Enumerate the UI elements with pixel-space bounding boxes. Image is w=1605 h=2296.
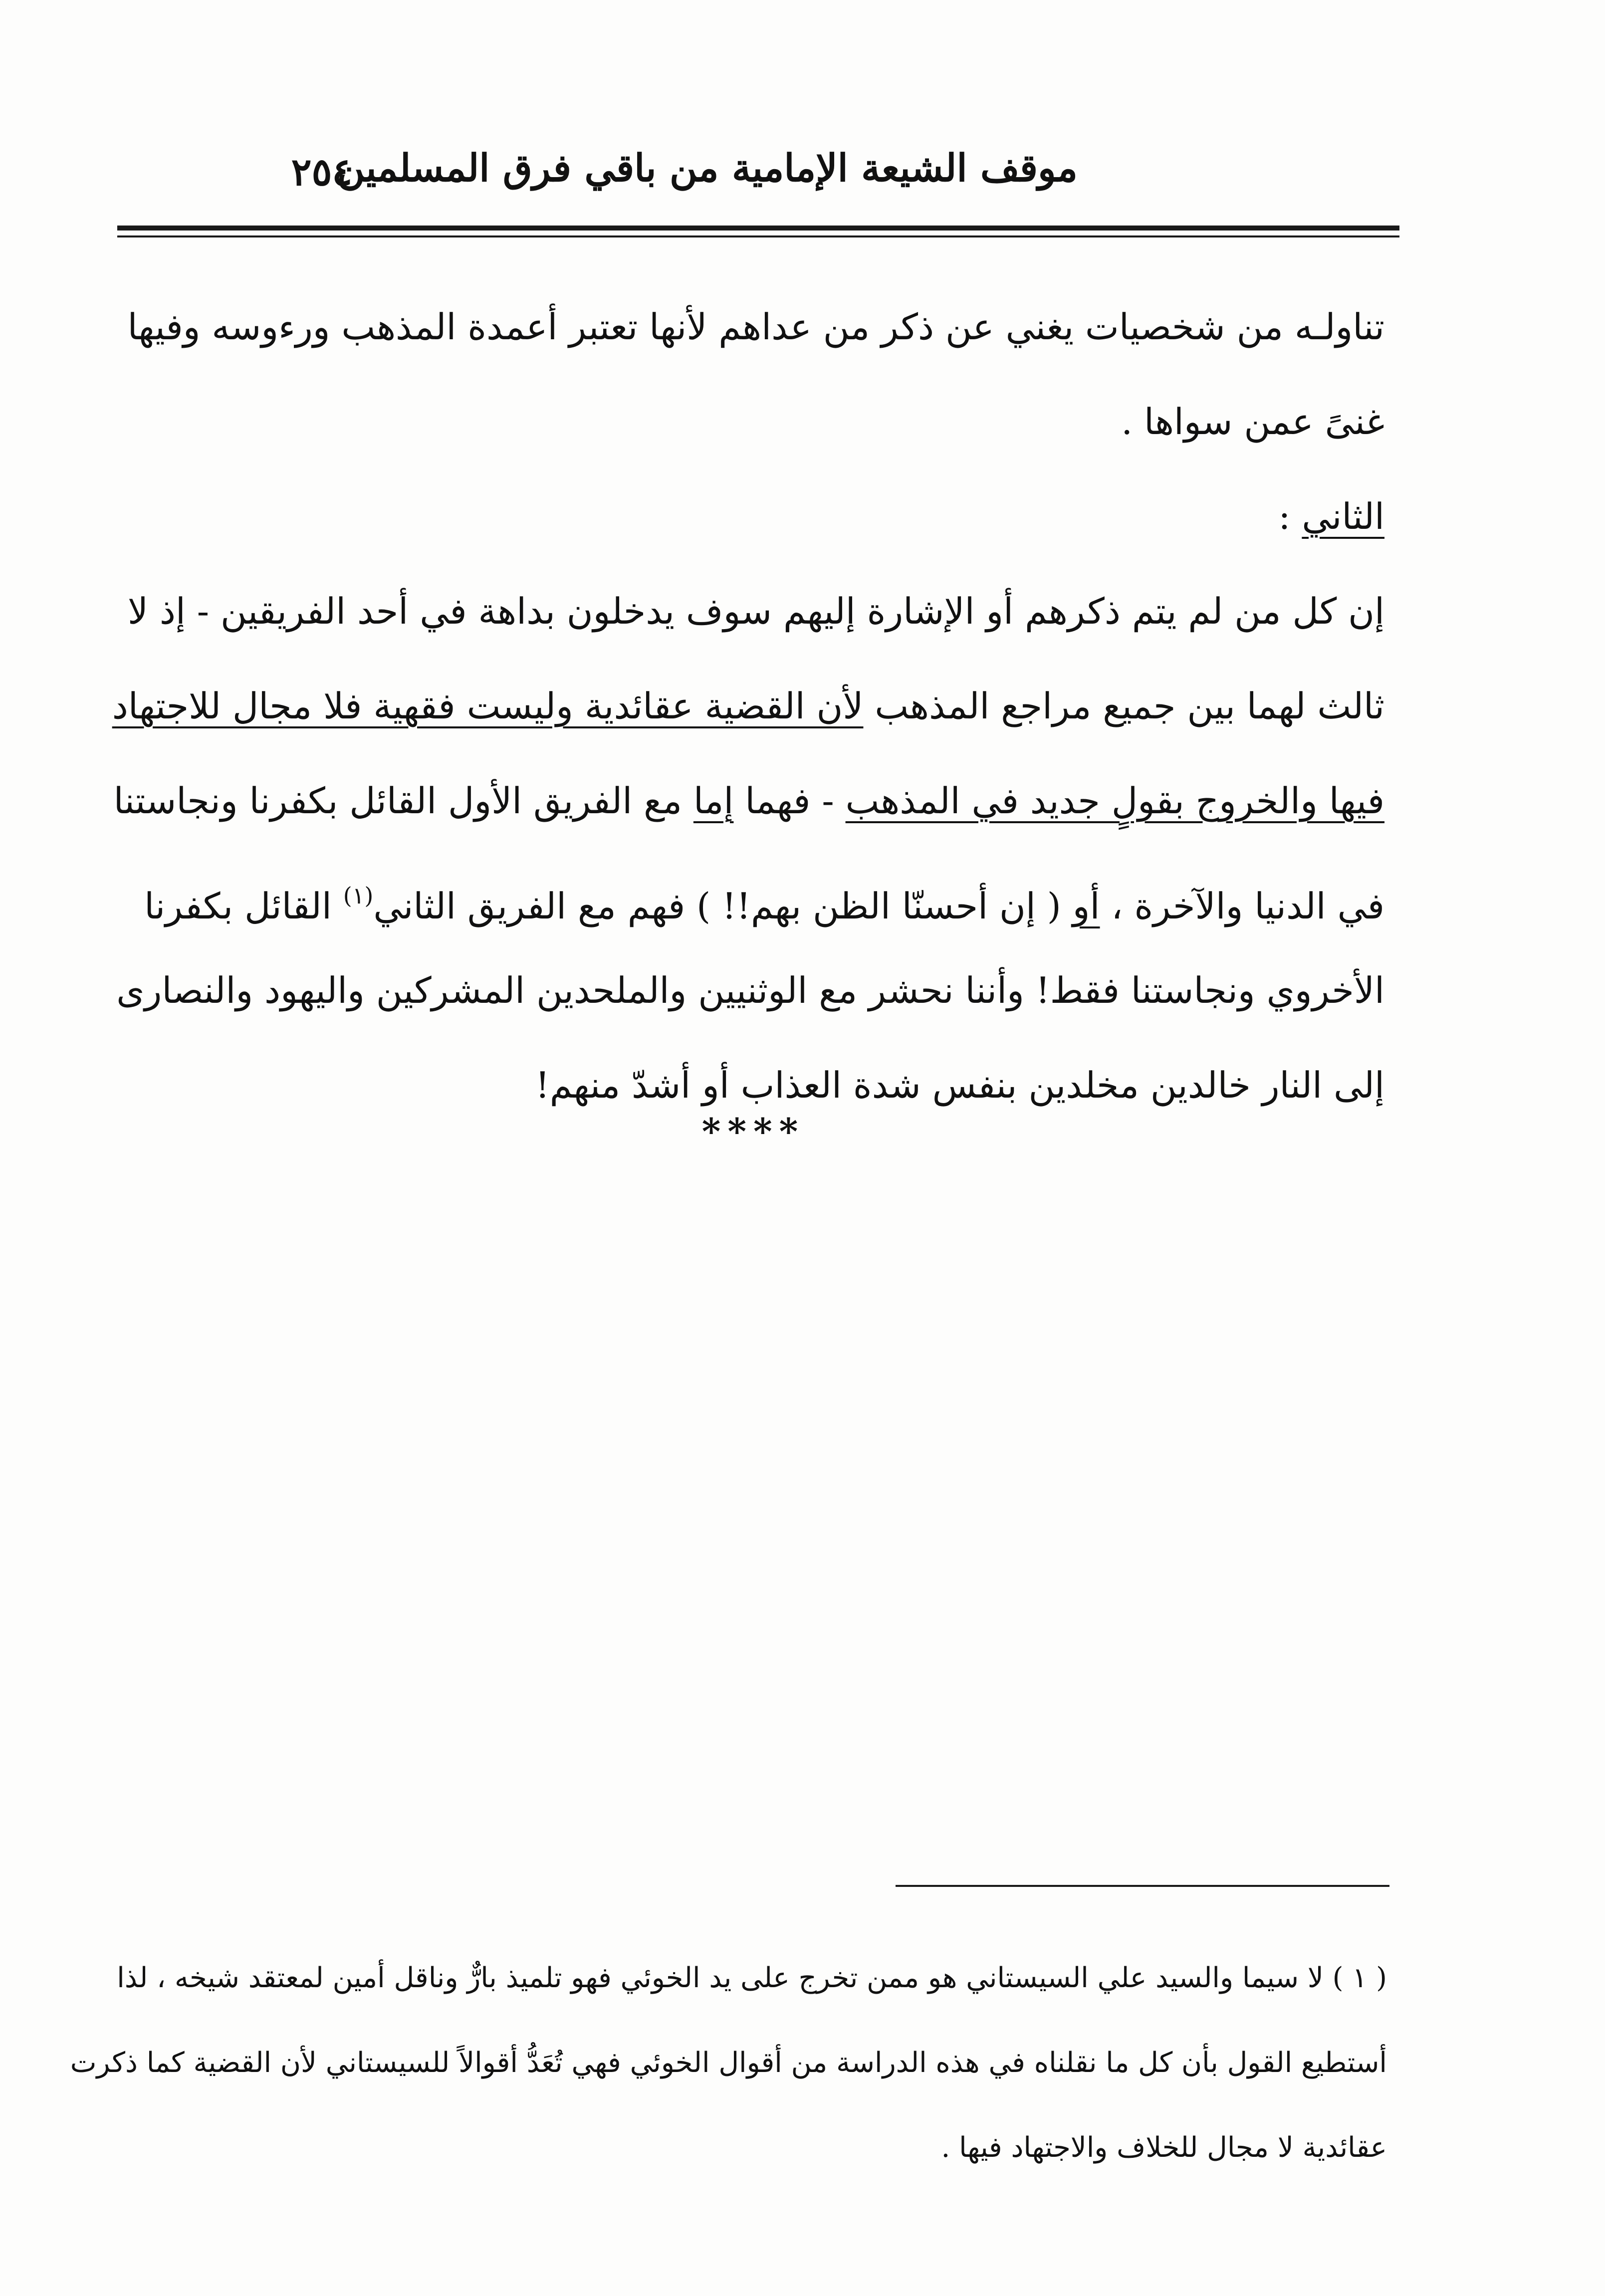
body-line-8: الأخروي ونجاستنا فقط! وأننا نحشر مع الوثنيين والملحدين المشركين واليهود والنصارى (116, 969, 1384, 1011)
body-line-1: تناولـه من شخصيات يغني عن ذكر من عداهم لأنها تعتبر أعمدة المذهب ورءوسه وفيها (127, 306, 1384, 348)
body-line-7-b: ( إن أحسنّا الظن بهم!! ) فهم مع الفريق الثاني (373, 885, 1073, 927)
running-title: موقف الشيعة الإمامية من باقي فرق المسلمين (337, 146, 1078, 190)
section-heading-colon: : (1278, 495, 1302, 537)
page-number: ٢٥٤ (291, 150, 353, 194)
body-line-6 (113, 753, 1384, 848)
footnote-line-2: أستطيع القول بأن كل ما نقلناه في هذه الدراسة من أقوال الخوئي فهي تُعَدُّ أقوالاً للسيستاني لأن القضية كما ذكرت (70, 2047, 1387, 2079)
body-text (112, 279, 1384, 1133)
section-separator: **** (701, 1110, 805, 1152)
section-heading-label: الثاني (1302, 495, 1384, 537)
body-line-6-underlined: فيها والخروج بقولٍ جديد في المذهب (845, 780, 1384, 822)
header-rule (117, 226, 1399, 230)
body-line-6-rest: مع الفريق الأول القائل بكفرنا ونجاستنا (113, 780, 693, 822)
body-line-5-underlined: لأن القضية عقائدية وليست فقهية فلا مجال للاجتهاد (112, 685, 864, 727)
section-heading (150, 469, 1384, 564)
footnote-reference: (١) (343, 882, 374, 909)
body-line-7-emph: أو (1072, 885, 1100, 927)
body-line-5-plain: ثالث لهما بين جميع مراجع المذهب (863, 685, 1384, 727)
body-line-9: إلى النار خالدين مخلدين بنفس شدة العذاب أو أشدّ منهم! (535, 1064, 1384, 1106)
body-line-7-a: في الدنيا والآخرة ، (1100, 885, 1384, 927)
footnote-line-1: ( ١ ) لا سيما والسيد علي السيستاني هو ممن تخرج على يد الخوئي فهو تلميذ بارٌّ وناقل أمين لمعتقد شيخه ، لذا (117, 1962, 1387, 1994)
header-rule-thin (117, 235, 1399, 237)
body-line-6-emph: إما (693, 780, 734, 822)
body-line-2: غنىً عمن سواها . (1121, 401, 1384, 443)
footnote (70, 1936, 1387, 2190)
body-line-6-mid: - فهما (733, 780, 846, 822)
body-line-7 (144, 848, 1384, 943)
footnote-rule (896, 1885, 1389, 1887)
body-line-7-c: القائل بكفرنا (144, 885, 343, 927)
body-line-5 (112, 659, 1384, 753)
body-line-4: إن كل من لم يتم ذكرهم أو الإشارة إليهم سوف يدخلون بداهة في أحد الفريقين - إذ لا (127, 590, 1384, 632)
footnote-line-3: عقائدية لا مجال للخلاف والاجتهاد فيها . (941, 2131, 1387, 2164)
